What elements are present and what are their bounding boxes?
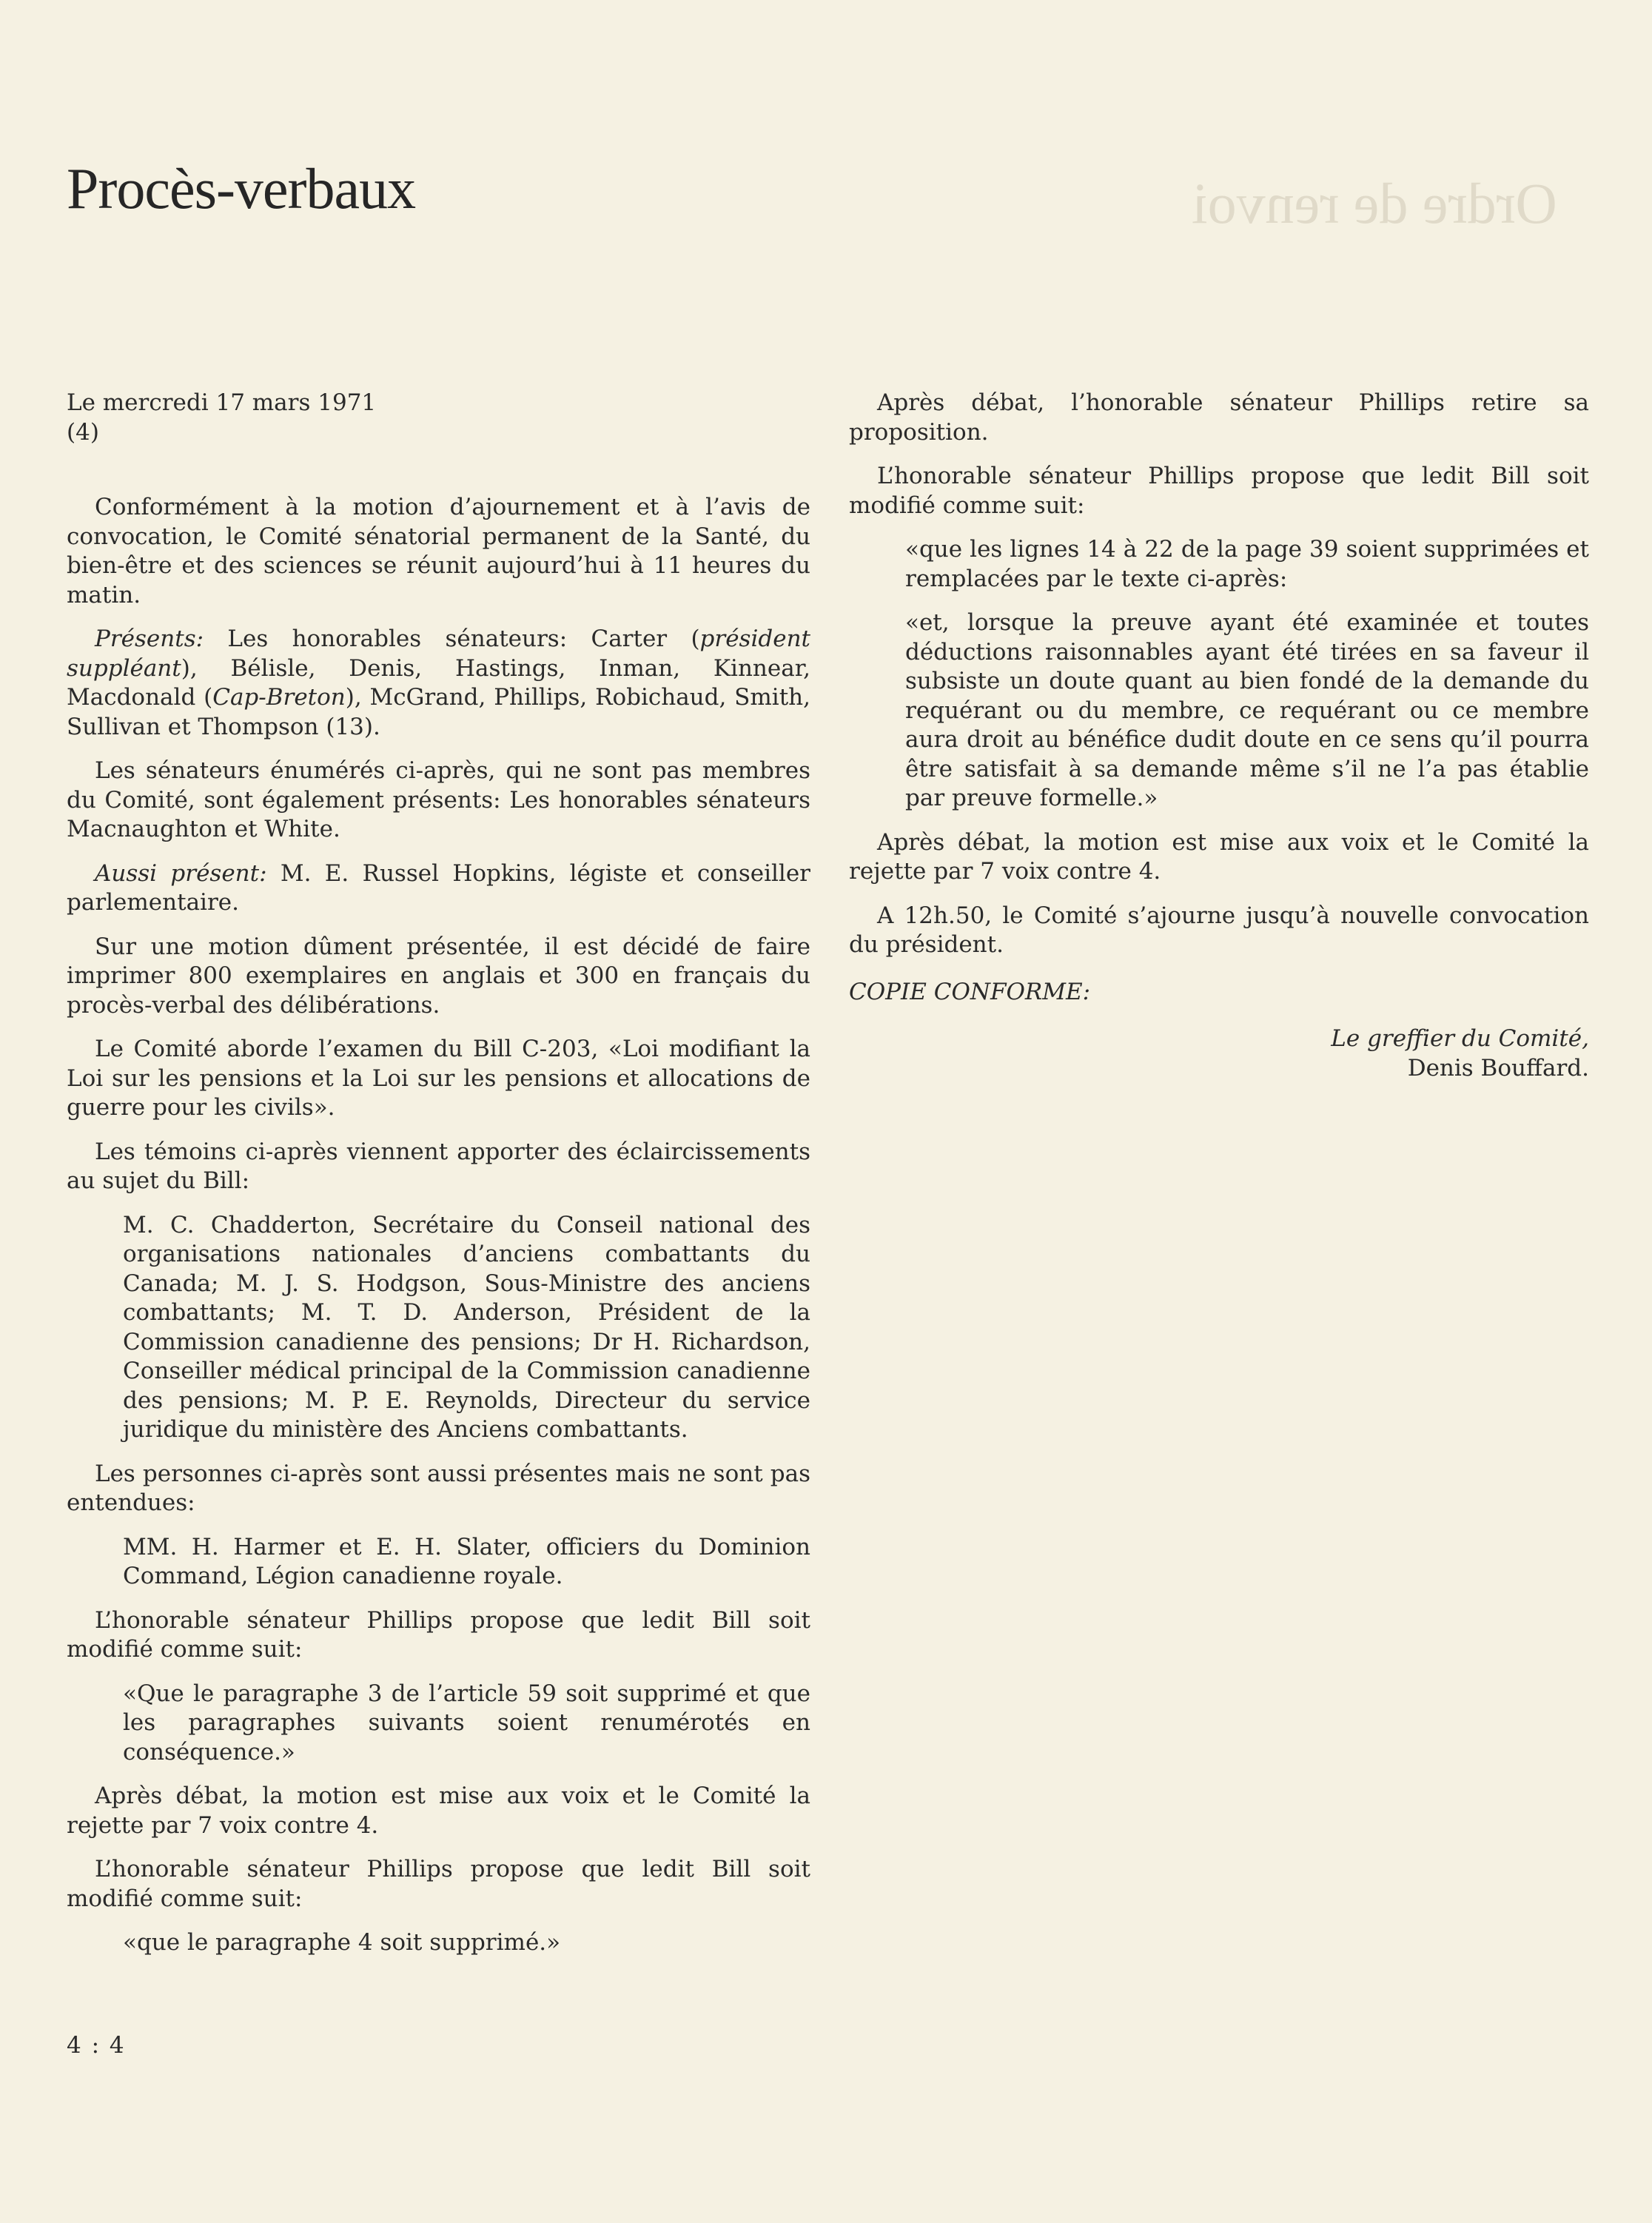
convocation-paragraph: Conformément à la motion d’ajournement et à l’avis de convocation, le Comité sénatorial permanent de la Santé, du bien-être et des sciences se réunit aujourd’hui à 11 heures du matin.: [67, 494, 810, 608]
presents-text-b: ), Bélisle, Denis, Hastings, Inman, Kinnear, Macdonald (: [67, 654, 810, 711]
aussi-present-paragraph: [67, 859, 810, 918]
presents-role: président suppléant: [67, 626, 810, 682]
amendment-quote-3-text: «et, lorsque la preuve ayant été examinée et toutes déductions raisonnables ayant été tirées en sa faveur il subsiste un doute quant au bien fondé de la demande du requérant ou du membre, ce requérant ou ce membre aura droit au bénéfice dudit doute en ce sens qu’il pourra être satisfait à sa demande même s’il ne l’a pas établie par preuve formelle.»: [905, 609, 1589, 811]
amendment-quote-3: «que les lignes 14 à 22 de la page 39 soient supprimées et remplacées par le texte ci-après:: [905, 536, 1589, 592]
present-not-heard-intro: Les personnes ci-après sont aussi présentes mais ne sont pas entendues:: [67, 1460, 810, 1516]
meeting-date: Le mercredi 17 mars 1971: [67, 389, 377, 416]
printing-motion-paragraph: Sur une motion dûment présentée, il est décidé de faire imprimer 800 exemplaires en anglais et 300 en français du procès-verbal des délibérations.: [67, 933, 810, 1019]
witnesses-intro: Les témoins ci-après viennent apporter des éclaircissements au sujet du Bill:: [67, 1138, 810, 1194]
aussi-present-label: Aussi présent:: [95, 859, 267, 887]
meeting-number: (4): [67, 418, 99, 446]
amendment-quote-1: «Que le paragraphe 3 de l’article 59 soit supprimé et que les paragraphes suivants soient renumérotés en conséquence.»: [123, 1680, 810, 1766]
signature-block: [849, 1025, 1589, 1083]
aussi-present-text: M. E. Russel Hopkins, légiste et conseiller parlementaire.: [67, 859, 810, 916]
amendment-proposal-3: L’honorable sénateur Phillips propose que ledit Bill soit modifié comme suit:: [849, 463, 1589, 519]
presents-label: Présents:: [95, 626, 204, 652]
present-not-heard-list: MM. H. Harmer et E. H. Slater, officiers du Dominion Command, Légion canadienne royale.: [123, 1533, 810, 1589]
presents-text-a: Les honorables sénateurs: Carter (: [204, 626, 700, 652]
adjournment-paragraph: A 12h.50, le Comité s’ajourne jusqu’à nouvelle convocation du président.: [849, 902, 1589, 958]
right-column: [849, 389, 1589, 1083]
vote-result-1: Après débat, la motion est mise aux voix et le Comité la rejette par 7 voix contre 4.: [67, 1783, 810, 1839]
amendment-quote-2: «que le paragraphe 4 soit supprimé.»: [123, 1929, 561, 1956]
page-title: Procès-verbaux: [67, 156, 416, 221]
amendment-proposal-2: L’honorable sénateur Phillips propose que ledit Bill soit modifié comme suit:: [67, 1856, 810, 1912]
presents-place: Cap-Breton: [212, 684, 346, 711]
bill-examination-paragraph: Le Comité aborde l’examen du Bill C-203, «Loi modifiant la Loi sur les pensions et la Loi sur les pensions et allocations de guerre pour les civils».: [67, 1036, 810, 1121]
witnesses-list: M. C. Chadderton, Secrétaire du Conseil national des organisations nationales d’anciens combattants du Canada; M. J. S. Hodgson, Sous-Ministre des anciens combattants; M. T. D. Anderson, Président de la Commission canadienne des pensions; Dr H. Richardson, Conseiller médical principal de la Commission canadienne des pensions; M. P. E. Reynolds, Directeur du service juridique du ministère des Anciens combattants.: [123, 1211, 810, 1443]
meeting-header: [67, 389, 810, 447]
amendment-proposal-1: L’honorable sénateur Phillips propose que ledit Bill soit modifié comme suit:: [67, 1606, 810, 1663]
withdrawal-paragraph: Après débat, l’honorable sénateur Phillips retire sa proposition.: [849, 389, 1589, 446]
copie-conforme: COPIE CONFORME:: [849, 978, 1091, 1005]
vote-result-2: Après débat, la motion est mise aux voix et le Comité la rejette par 7 voix contre 4.: [849, 828, 1589, 885]
signature-name: Denis Bouffard.: [1407, 1054, 1589, 1082]
bleed-through-text: Ordre de renvoi: [1192, 171, 1557, 235]
presents-text-c: ), McGrand, Phillips, Robichaud, Smith, Sullivan et Thompson (13).: [67, 684, 810, 740]
left-column: [67, 389, 810, 1973]
signature-role: Le greffier du Comité,: [1331, 1025, 1589, 1052]
presents-paragraph: [67, 625, 810, 742]
page-number: 4 : 4: [67, 2032, 126, 2059]
non-members-paragraph: Les sénateurs énumérés ci-après, qui ne sont pas membres du Comité, sont également présents: Les honorables sénateurs Macnaughton et White.: [67, 757, 810, 842]
